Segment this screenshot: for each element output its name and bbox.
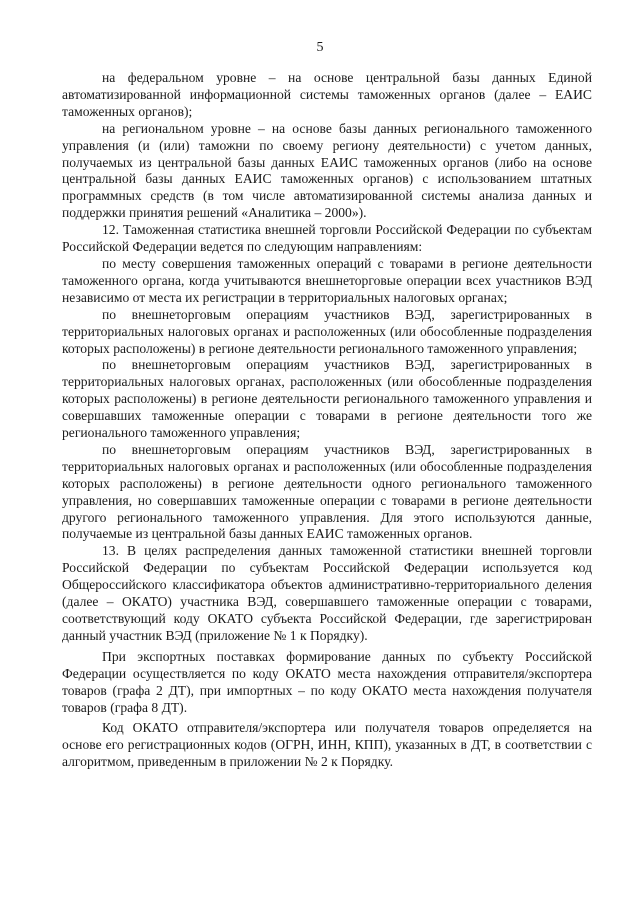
- paragraph-13-okato: 13. В целях распределения данных таможенной статистики внешней торговли Российской Федерации по субъектам Российской Федерации используется код Общероссийского классификатора объектов административно-территориального деления (далее – ОКАТО) участника ВЭД, совершавшего таможенные операции с товарами, соответствующий коду ОКАТО субъекта Российской Федерации, где зарегистрирован данный участник ВЭД (приложение № 1 к Порядку).: [62, 543, 592, 643]
- document-body: [62, 70, 592, 771]
- paragraph-export-import: При экспортных поставках формирование данных по субъекту Российской Федерации осуществляется по коду ОКАТО места нахождения отправителя/экспортера товаров (графа 2 ДТ), при импортных – по коду ОКАТО места нахождения получателя товаров (графа 8 ДТ).: [62, 648, 592, 715]
- page-number: 5: [316, 40, 324, 55]
- paragraph-regional-level: на региональном уровне – на основе базы данных регионального таможенного управления (и (или) таможни по своему региону деятельности) с учетом данных, получаемых из центральной базы данных ЕАИС таможенных органов (либо на основе центральной базы данных ЕАИС таможенных органов) с использованием штатных программных средств (в том числе автоматизированной системы анализа данных и поддержки принятия решений «Аналитика – 2000»).: [62, 120, 592, 221]
- paragraph-by-registration: по внешнеторговым операциям участников ВЭД, зарегистрированных в территориальных налоговых органах и расположенных (или обособленные подразделения которых расположены) в регионе деятельности регионального таможенного управления;: [62, 306, 592, 356]
- paragraph-same-region: по внешнеторговым операциям участников ВЭД, зарегистрированных в территориальных налоговых органах, расположенных (или обособленные подразделения которых расположены) в регионе деятельности регионального таможенного управления и совершавших таможенные операции с товарами в регионе деятельности того же регионального таможенного управления;: [62, 357, 592, 441]
- paragraph-federal-level: на федеральном уровне – на основе центральной базы данных Единой автоматизированной информационной системы таможенных органов (далее – ЕАИС таможенных органов);: [62, 70, 592, 119]
- paragraph-12-intro: 12. Таможенная статистика внешней торговли Российской Федерации по субъектам Российской Федерации ведется по следующим направлениям:: [62, 222, 592, 255]
- paragraph-okato-code: Код ОКАТО отправителя/экспортера или получателя товаров определяется на основе его регистрационных кодов (ОГРН, ИНН, КПП), указанных в ДТ, в соответствии с алгоритмом, приведенным в приложении № 2 к Порядку.: [62, 720, 592, 770]
- paragraph-by-operation-place: по месту совершения таможенных операций с товарами в регионе деятельности таможенного органа, когда учитываются внешнеторговые операции всех участников ВЭД независимо от места их регистрации в территориальных налоговых органах;: [62, 255, 592, 305]
- paragraph-other-region: по внешнеторговым операциям участников ВЭД, зарегистрированных в территориальных налоговых органах и расположенных (или обособленные подразделения которых расположены) в регионе деятельности одного регионального таможенного управления, но совершавших таможенные операции с товарами в регионе деятельности другого регионального таможенного управления. Для этого используются данные, получаемые из центральной базы данных ЕАИС таможенных органов.: [62, 441, 592, 542]
